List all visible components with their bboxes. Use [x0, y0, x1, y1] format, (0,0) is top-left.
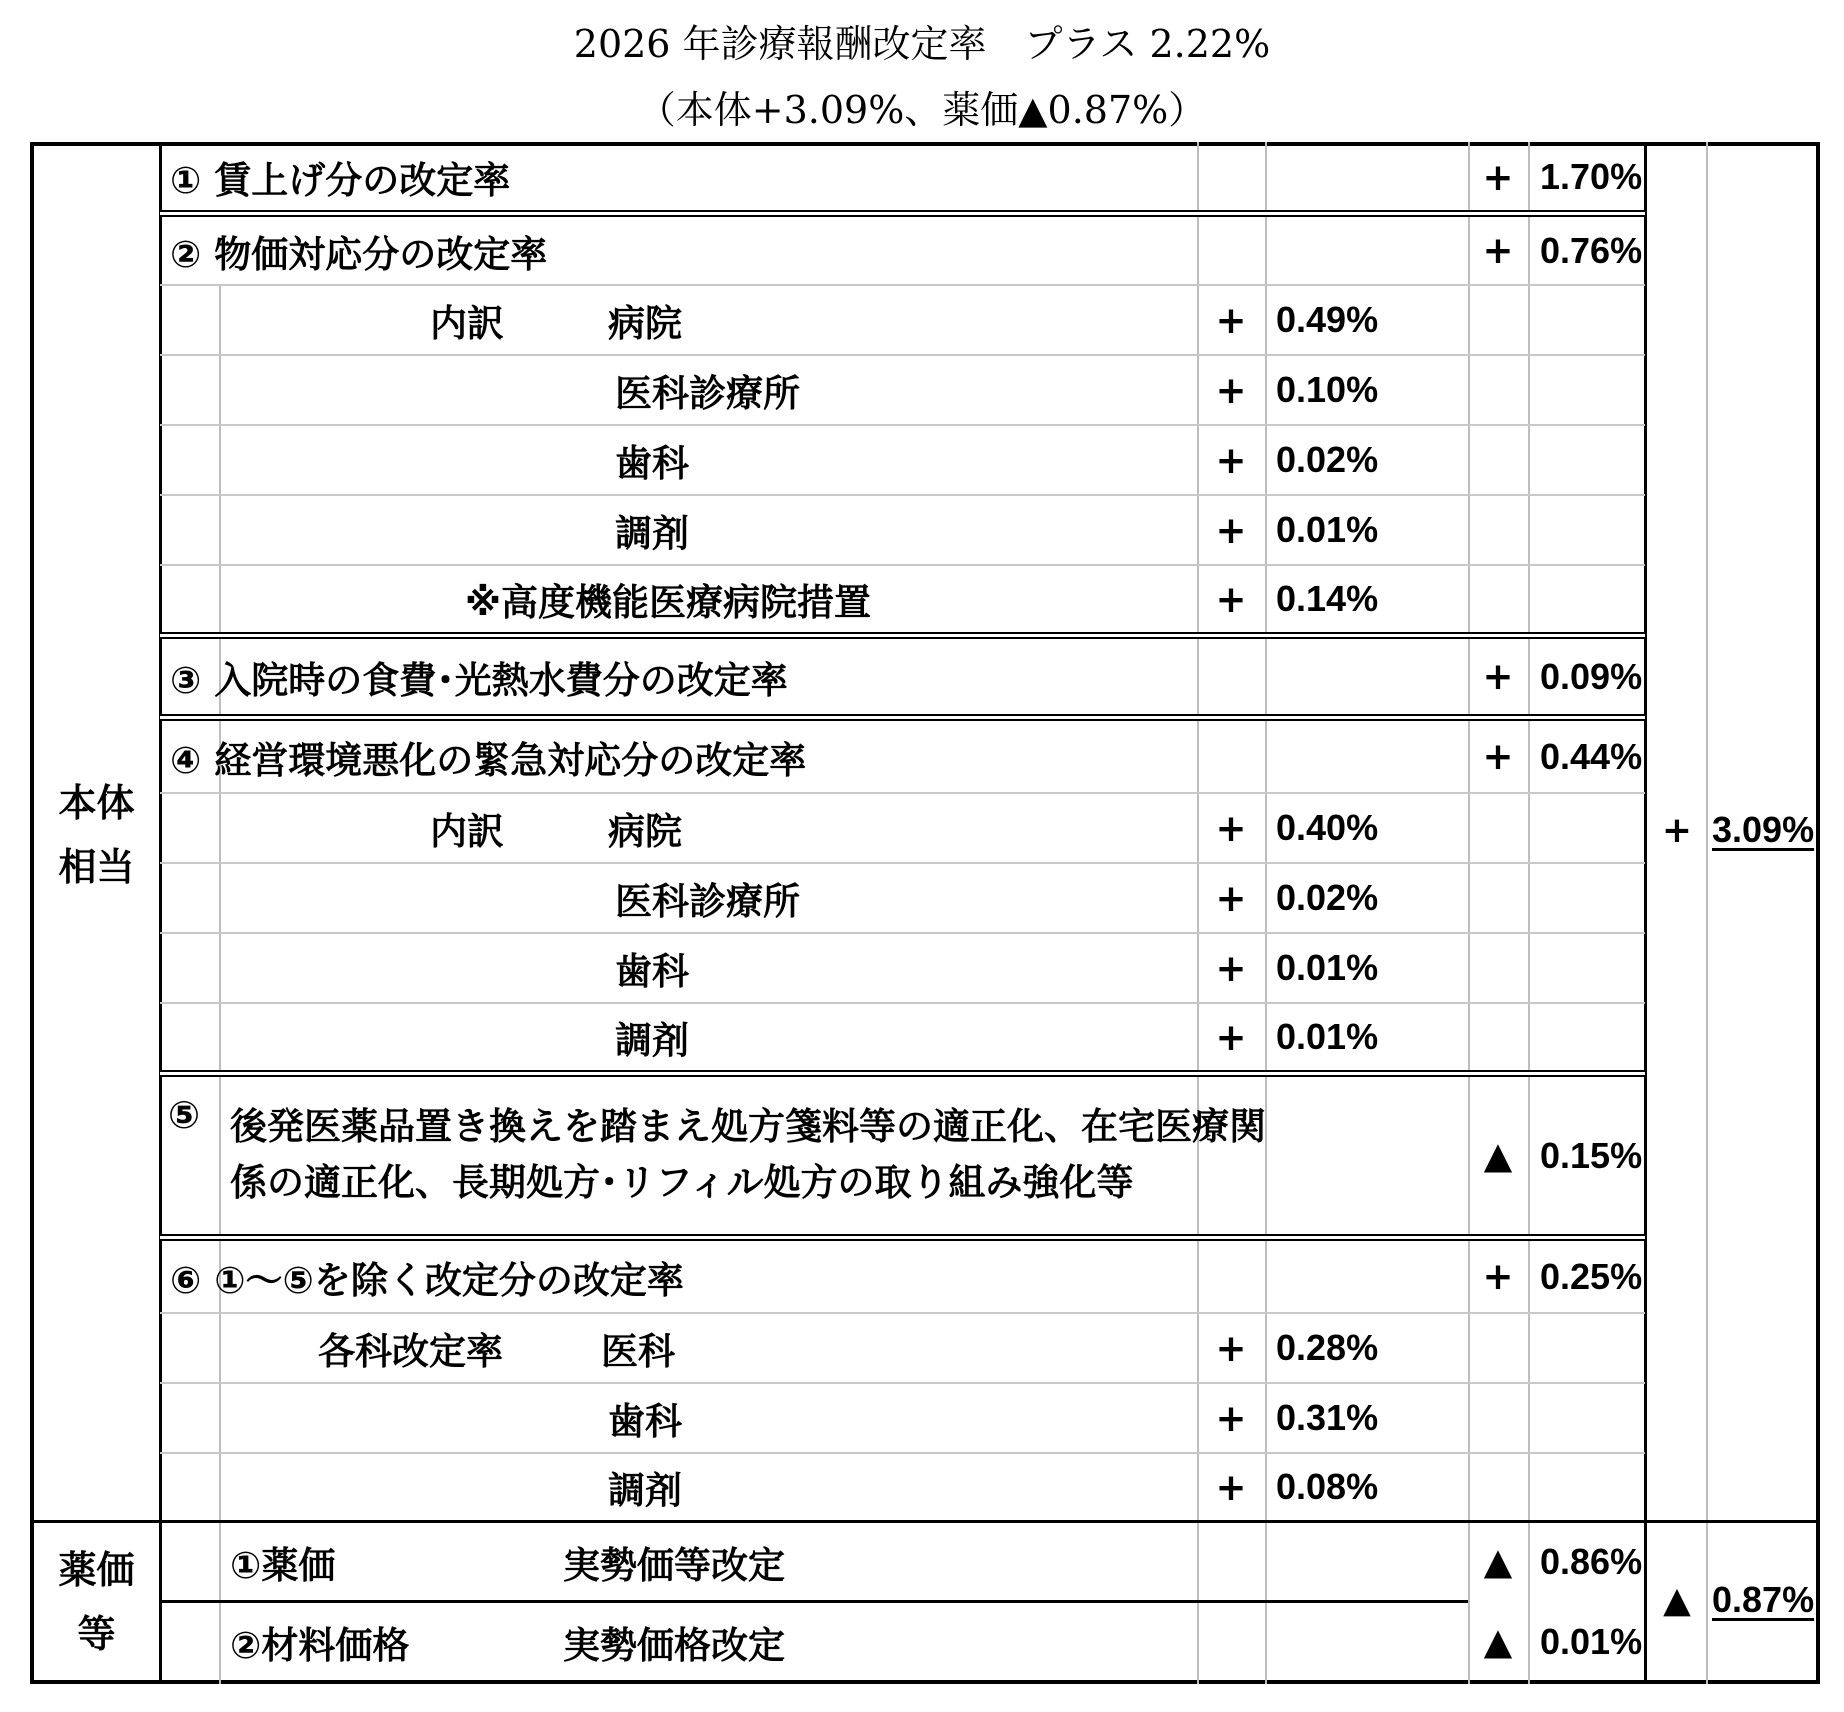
row-sublabel: 病院	[608, 302, 682, 345]
row-sublabel: 歯科	[615, 442, 689, 485]
row-sublabel: 歯科	[615, 950, 689, 993]
table-row	[0, 639, 1844, 714]
row-value: 0.01%	[1276, 947, 1379, 988]
honntai-total-value: 3.09%	[1712, 809, 1815, 850]
row-sign: +	[1215, 1396, 1247, 1440]
table-row	[0, 217, 1844, 284]
table-row	[0, 1241, 1844, 1312]
row-sublabel: 医科診療所	[615, 372, 800, 415]
section-divider	[160, 1234, 1645, 1241]
row-value: 0.15%	[1540, 1134, 1643, 1176]
row-sign: +	[1215, 1015, 1247, 1059]
row-label: ①薬価	[230, 1543, 336, 1587]
row-value: 0.49%	[1276, 299, 1379, 340]
table-row	[0, 144, 1844, 210]
row-sublabel: 調剤	[615, 512, 689, 555]
table-row	[0, 864, 1844, 932]
row-sign: +	[1215, 577, 1247, 621]
row-sign: ▲	[1483, 1134, 1513, 1177]
breakdown-label: 内訳	[430, 302, 504, 345]
row-value: 1.70%	[1540, 156, 1643, 197]
table-row	[0, 934, 1844, 1002]
row-value: 0.28%	[1276, 1327, 1379, 1368]
row-value: 0.01%	[1276, 1016, 1379, 1057]
table-row	[0, 286, 1844, 354]
row-sign: ▲	[1483, 1620, 1513, 1663]
row-label: ⑥ ①～⑤を除く改定分の改定率	[170, 1258, 684, 1302]
row-value: 0.25%	[1540, 1255, 1643, 1297]
table-row	[0, 1077, 1844, 1234]
row-label: ④ 経営環境悪化の緊急対応分の改定率	[170, 738, 807, 782]
breakdown-label: 内訳	[430, 810, 504, 853]
row-sign: +	[1482, 655, 1514, 698]
row-sublabel: 調剤	[615, 1019, 689, 1062]
table-row	[0, 1314, 1844, 1382]
row-value: 0.08%	[1276, 1466, 1379, 1507]
table-row	[0, 794, 1844, 862]
row-sign: +	[1215, 946, 1247, 990]
honntai-label: 本体 相当	[58, 781, 135, 889]
row-sublabel: 病院	[608, 810, 682, 853]
row-sign: +	[1482, 1255, 1514, 1298]
table-row	[0, 1384, 1844, 1452]
table-row	[0, 356, 1844, 424]
row-value: 0.76%	[1540, 229, 1643, 271]
table-row	[0, 1523, 1844, 1600]
row-number: ⑤	[168, 1093, 201, 1137]
title-line-2: （本体+3.09%、薬価▲0.87%）	[637, 88, 1207, 132]
row-value: 0.14%	[1276, 578, 1379, 619]
table-row	[0, 566, 1844, 632]
yakka-total-sign: ▲	[1663, 1579, 1691, 1621]
table-row	[0, 1454, 1844, 1520]
row-sign: +	[1482, 229, 1514, 272]
honntai-total-sign: +	[1661, 809, 1693, 851]
row-sign: +	[1215, 1465, 1247, 1509]
row-sign: +	[1482, 735, 1514, 778]
row-label: ② 物価対応分の改定率	[170, 232, 548, 276]
row-value: 0.31%	[1276, 1397, 1379, 1438]
section-divider	[160, 632, 1645, 639]
row-sublabel: 医科診療所	[615, 880, 800, 923]
row-value: 0.01%	[1276, 509, 1379, 550]
row-label: ① 賃上げ分の改定率	[170, 159, 511, 202]
row-sublabel: ※高度機能医療病院措置	[465, 581, 871, 624]
row-sign: +	[1215, 1326, 1247, 1370]
row-sublabel: 調剤	[608, 1469, 682, 1512]
table-row	[0, 496, 1844, 564]
section-divider	[160, 210, 1645, 217]
row-sublabel: 医科	[601, 1330, 675, 1373]
breakdown-label: 各科改定率	[318, 1330, 503, 1373]
row-sublabel: 実勢価等改定	[563, 1543, 785, 1587]
row-sign: +	[1215, 368, 1247, 412]
yakka-label: 薬価 等	[58, 1548, 135, 1656]
yakka-total-value: 0.87%	[1712, 1579, 1815, 1620]
row-label: ③ 入院時の食費･光熱水費分の改定率	[170, 658, 788, 702]
table-row	[0, 426, 1844, 494]
row-value: 0.10%	[1276, 369, 1379, 410]
row-value: 0.44%	[1540, 735, 1643, 777]
row-sign: +	[1215, 438, 1247, 482]
section-divider	[160, 1070, 1645, 1077]
row-value: 0.86%	[1540, 1540, 1643, 1582]
table-row	[0, 1603, 1844, 1680]
row-sublabel: 歯科	[608, 1400, 682, 1443]
row-sign: +	[1215, 806, 1247, 850]
row-value: 0.02%	[1276, 439, 1379, 480]
section-divider	[160, 714, 1645, 721]
row-sign: +	[1215, 876, 1247, 920]
table-row	[0, 721, 1844, 792]
table-row	[0, 1004, 1844, 1070]
row-sign: ▲	[1483, 1540, 1513, 1583]
row-sign: +	[1215, 508, 1247, 552]
row-label: ②材料価格	[230, 1623, 410, 1667]
row-value: 0.40%	[1276, 807, 1379, 848]
title-line-1: 2026 年診療報酬改定率 プラス 2.22%	[573, 22, 1271, 66]
row-value: 0.02%	[1276, 877, 1379, 918]
row-label-multiline: 後発医薬品置き換えを踏まえ処方箋料等の適正化、在宅医療関 係の適正化、長期処方･リフィル処方の取り組み強化等	[230, 1105, 1266, 1204]
row-value: 0.09%	[1540, 655, 1643, 697]
row-value: 0.01%	[1540, 1620, 1643, 1662]
row-sublabel: 実勢価格改定	[563, 1623, 785, 1667]
row-sign: +	[1215, 298, 1247, 342]
row-sign: +	[1482, 155, 1514, 199]
